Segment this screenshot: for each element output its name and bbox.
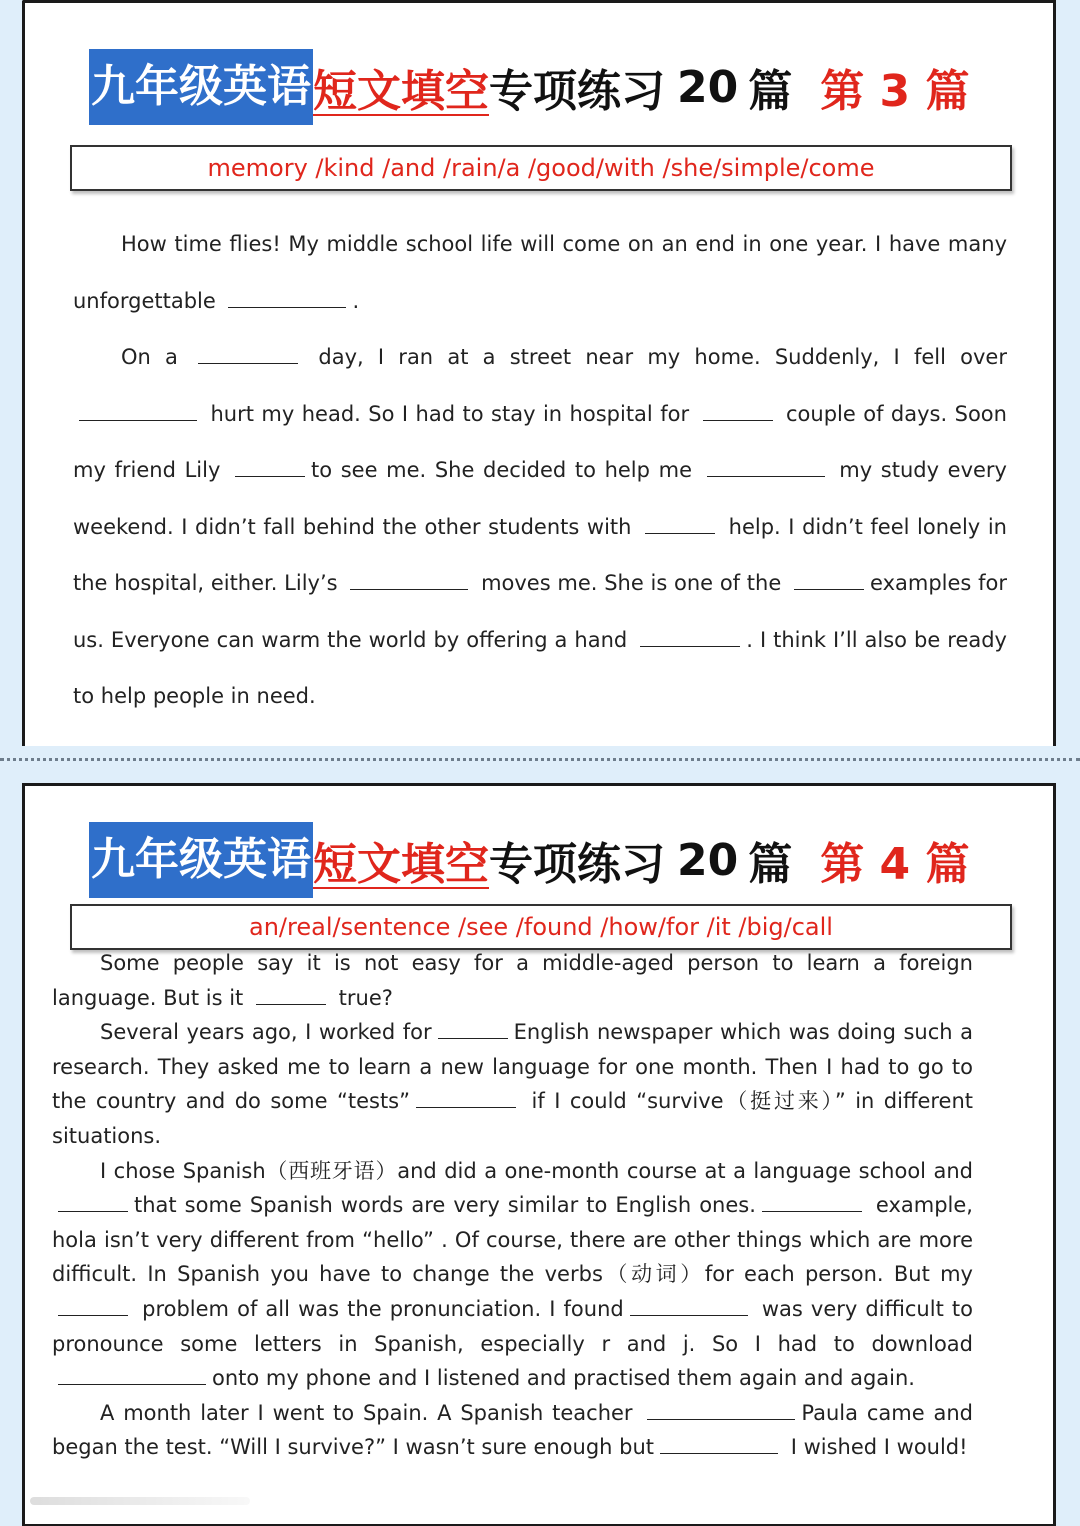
title-unit: 篇 — [748, 66, 793, 117]
blank-7[interactable] — [630, 1294, 748, 1316]
title-count: 20 — [677, 834, 739, 886]
passage-text: hurt my head. So I had to stay in hospital for — [210, 401, 690, 426]
passage-text: moves me. She is one of the — [481, 571, 782, 595]
word-bank: an/real/sentence /see /found /how/for /it /big/call — [70, 904, 1012, 950]
passage-text: examples for us. Everyone can warm the world by offering a hand — [73, 571, 1007, 652]
paragraph — [52, 1015, 973, 1153]
title-red-part: 短文填空 — [313, 66, 489, 117]
passage-text: was very difficult to pronounce some letters in Spanish, especially r and j. So I had to download — [52, 1296, 973, 1356]
passage-text: I chose Spanish（西班牙语）and did a one-month course at a language school and — [100, 1158, 973, 1183]
title-red-part: 短文填空 — [313, 839, 489, 890]
passage-text: English newspaper which was doing such a research. They asked me to learn a new language for one month. Then I had to go to the country and do some “tests” — [52, 1020, 973, 1114]
blank-9[interactable] — [794, 568, 864, 590]
paragraph — [52, 946, 973, 1015]
article-number: 第 4 篇 — [820, 839, 970, 890]
passage-text: Several years ago, I worked for — [100, 1020, 432, 1045]
page-title — [89, 820, 970, 900]
passage-text: . I think I’ll also be ready to help people in need. — [73, 627, 1007, 708]
blank-7[interactable] — [645, 512, 715, 534]
passage-text: that some Spanish words are very similar to English ones. — [134, 1193, 756, 1218]
title-count: 20 — [677, 61, 739, 113]
blank-4[interactable] — [58, 1190, 128, 1212]
paragraph — [52, 1154, 973, 1396]
paragraph — [52, 1396, 973, 1465]
blank-3[interactable] — [79, 399, 197, 421]
blank-10[interactable] — [640, 625, 740, 647]
title-highlight: 九年级英语 — [89, 49, 313, 125]
blank-1[interactable] — [228, 286, 346, 308]
passage-text: . — [352, 288, 360, 313]
passage-text: onto my phone and I listened and practised them again and again. — [212, 1366, 915, 1391]
passage-text: I wished I would! — [790, 1435, 968, 1460]
blank-3[interactable] — [416, 1086, 516, 1108]
passage-text: couple of days. Soon my friend Lily — [73, 401, 1007, 482]
title-black-part: 专项练习 — [489, 66, 665, 117]
passage-text: How time flies! My middle school life will come on an end in one year. I have many unforgettable — [73, 232, 1007, 313]
blank-5[interactable] — [762, 1190, 862, 1212]
title-unit: 篇 — [748, 839, 793, 890]
blank-6[interactable] — [707, 455, 825, 477]
blank-6[interactable] — [58, 1294, 128, 1316]
passage-text: true? — [338, 985, 393, 1010]
word-bank: memory /kind /and /rain/a /good/with /she/simple/come — [70, 145, 1012, 191]
scan-smudge — [30, 1497, 250, 1505]
blank-1[interactable] — [256, 983, 326, 1005]
blank-10[interactable] — [660, 1432, 778, 1454]
blank-2[interactable] — [198, 342, 298, 364]
passage-text: my study every weekend. I didn’t fall behind the other students with — [73, 458, 1007, 539]
article-number: 第 3 篇 — [820, 66, 970, 117]
passage-text: day, I ran at a street near my home. Suddenly, I fell over — [318, 345, 1007, 369]
passage-text: example, hola isn’t very different from “hello” . Of course, there are other things which are more difficult. In Spanish you have to change the verbs（动词）for each person. But my — [52, 1193, 973, 1287]
passage-text: to see me. She decided to help me — [311, 458, 692, 482]
passage-text: On a — [121, 345, 178, 369]
passage-text: Paula came and began the test. “Will I survive?” I wasn’t sure enough but — [52, 1400, 973, 1460]
passage-text: problem of all was the pronunciation. I found — [142, 1296, 624, 1321]
blank-2[interactable] — [438, 1017, 508, 1039]
passage-text: help. I didn’t feel lonely in the hospital, either. Lily’s — [73, 514, 1007, 595]
blank-8[interactable] — [350, 568, 468, 590]
blank-5[interactable] — [235, 455, 305, 477]
page-separator — [0, 758, 1080, 770]
paragraph — [73, 329, 1007, 725]
passage-text: Some people say it is not easy for a middle-aged person to learn a foreign language. But is it — [52, 951, 973, 1010]
page-title — [89, 47, 970, 127]
passage — [73, 216, 1007, 725]
title-highlight: 九年级英语 — [89, 822, 313, 898]
blank-9[interactable] — [647, 1398, 795, 1420]
title-black-part: 专项练习 — [489, 839, 665, 890]
blank-8[interactable] — [58, 1363, 206, 1385]
passage — [52, 946, 973, 1465]
paragraph — [73, 216, 1007, 329]
passage-text: A month later I went to Spain. A Spanish teacher — [100, 1400, 633, 1425]
worksheet-page-3 — [22, 0, 1056, 746]
passage-text: if I could “survive（挺过来）” in different situations. — [52, 1089, 973, 1148]
blank-4[interactable] — [703, 399, 773, 421]
